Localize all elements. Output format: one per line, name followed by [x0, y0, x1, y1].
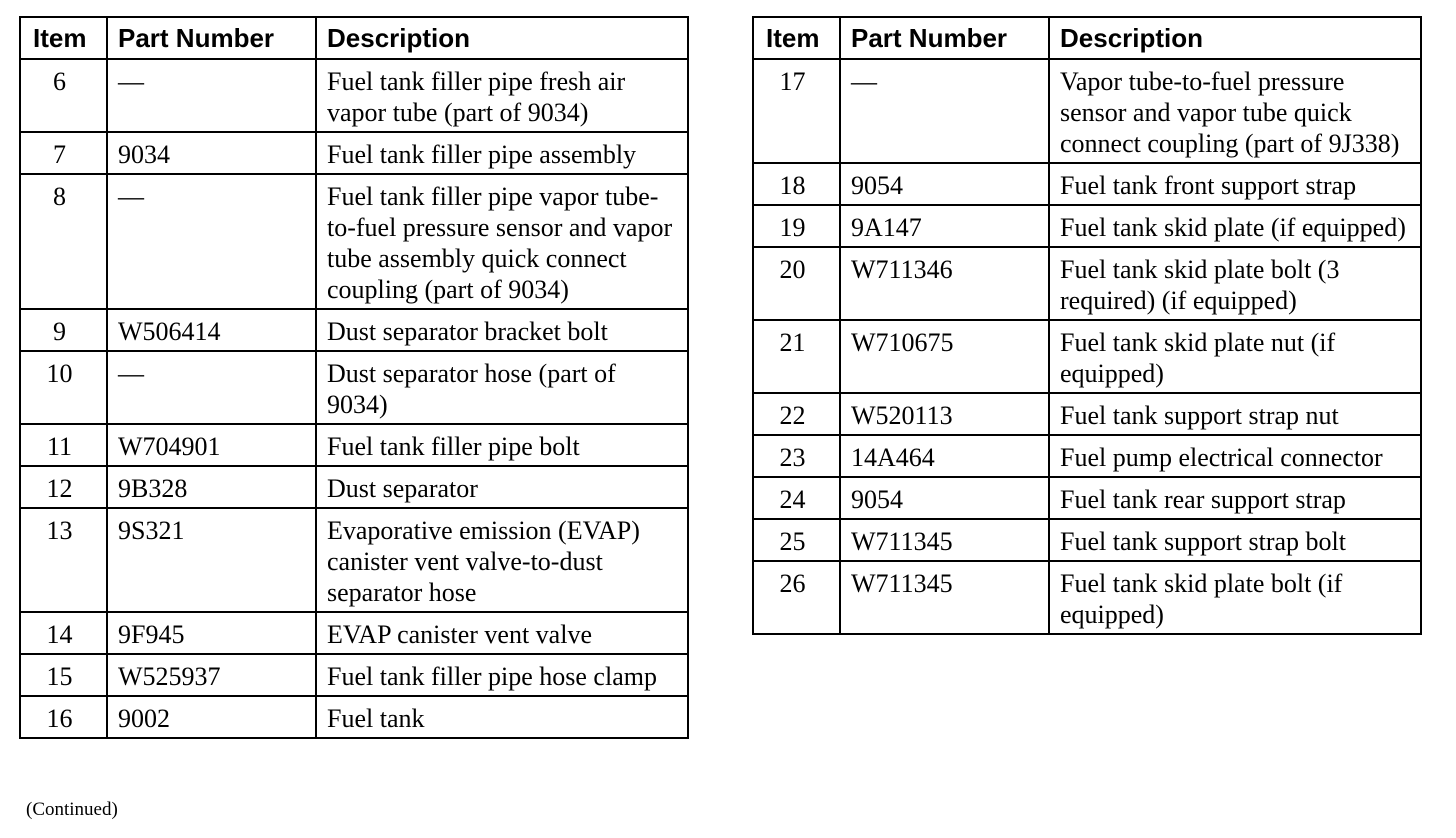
item-number-cell: 15 — [20, 654, 107, 696]
description-cell: Dust separator — [316, 466, 688, 508]
table-row — [753, 247, 1421, 320]
part-number-cell: W711345 — [840, 519, 1049, 561]
column-header-description: Description — [1049, 17, 1421, 59]
part-number-cell: — — [107, 351, 316, 424]
table-row — [20, 351, 688, 424]
description-cell: Dust separator hose (part of 9034) — [316, 351, 688, 424]
part-number-cell: W520113 — [840, 393, 1049, 435]
item-number-cell: 9 — [20, 309, 107, 351]
item-number-cell: 8 — [20, 174, 107, 309]
column-header-part-number: Part Number — [840, 17, 1049, 59]
item-number-cell: 10 — [20, 351, 107, 424]
part-number-cell: 9A147 — [840, 205, 1049, 247]
part-number-cell: W711345 — [840, 561, 1049, 634]
table-row — [20, 696, 688, 738]
description-cell: Vapor tube-to-fuel pressure sensor and vapor tube quick connect coupling (part of 9J338) — [1049, 59, 1421, 163]
table-header-row — [753, 17, 1421, 59]
description-cell: Dust separator bracket bolt — [316, 309, 688, 351]
part-number-cell: — — [107, 59, 316, 132]
part-number-cell: 9034 — [107, 132, 316, 174]
part-number-cell: 14A464 — [840, 435, 1049, 477]
table-row — [753, 477, 1421, 519]
table-row — [20, 612, 688, 654]
column-header-part-number: Part Number — [107, 17, 316, 59]
item-number-cell: 6 — [20, 59, 107, 132]
part-number-cell: W704901 — [107, 424, 316, 466]
item-number-cell: 16 — [20, 696, 107, 738]
item-number-cell: 25 — [753, 519, 840, 561]
column-header-description: Description — [316, 17, 688, 59]
table-row — [20, 132, 688, 174]
item-number-cell: 20 — [753, 247, 840, 320]
description-cell: Fuel tank rear support strap — [1049, 477, 1421, 519]
table-row — [20, 654, 688, 696]
table-row — [20, 309, 688, 351]
part-number-cell: 9054 — [840, 163, 1049, 205]
part-number-cell: 9054 — [840, 477, 1049, 519]
description-cell: Fuel tank filler pipe fresh air vapor tube (part of 9034) — [316, 59, 688, 132]
description-cell: Fuel pump electrical connector — [1049, 435, 1421, 477]
description-cell: Fuel tank skid plate bolt (if equipped) — [1049, 561, 1421, 634]
table-row — [20, 508, 688, 612]
table-row — [753, 163, 1421, 205]
description-cell: Fuel tank filler pipe bolt — [316, 424, 688, 466]
part-number-cell: W711346 — [840, 247, 1049, 320]
table-row — [753, 435, 1421, 477]
description-cell: Fuel tank filler pipe hose clamp — [316, 654, 688, 696]
part-number-cell: W710675 — [840, 320, 1049, 393]
column-header-item: Item — [20, 17, 107, 59]
part-number-cell: 9B328 — [107, 466, 316, 508]
part-number-cell: W506414 — [107, 309, 316, 351]
table-row — [753, 320, 1421, 393]
table-row — [20, 424, 688, 466]
item-number-cell: 11 — [20, 424, 107, 466]
item-number-cell: 7 — [20, 132, 107, 174]
description-cell: Evaporative emission (EVAP) canister vent valve-to-dust separator hose — [316, 508, 688, 612]
part-number-cell: — — [840, 59, 1049, 163]
item-number-cell: 22 — [753, 393, 840, 435]
description-cell: Fuel tank filler pipe vapor tube-to-fuel pressure sensor and vapor tube assembly quick connect coupling (part of 9034) — [316, 174, 688, 309]
description-cell: Fuel tank skid plate bolt (3 required) (if equipped) — [1049, 247, 1421, 320]
item-number-cell: 17 — [753, 59, 840, 163]
column-header-item: Item — [753, 17, 840, 59]
item-number-cell: 26 — [753, 561, 840, 634]
part-number-cell: W525937 — [107, 654, 316, 696]
description-cell: Fuel tank skid plate (if equipped) — [1049, 205, 1421, 247]
description-cell: Fuel tank support strap bolt — [1049, 519, 1421, 561]
description-cell: EVAP canister vent valve — [316, 612, 688, 654]
description-cell: Fuel tank skid plate nut (if equipped) — [1049, 320, 1421, 393]
part-number-cell: 9002 — [107, 696, 316, 738]
item-number-cell: 12 — [20, 466, 107, 508]
table-row — [753, 561, 1421, 634]
item-number-cell: 13 — [20, 508, 107, 612]
part-number-cell: — — [107, 174, 316, 309]
table-row — [20, 466, 688, 508]
description-cell: Fuel tank — [316, 696, 688, 738]
item-number-cell: 21 — [753, 320, 840, 393]
item-number-cell: 18 — [753, 163, 840, 205]
table-row — [753, 59, 1421, 163]
description-cell: Fuel tank support strap nut — [1049, 393, 1421, 435]
table-row — [753, 205, 1421, 247]
table-header-row — [20, 17, 688, 59]
part-number-cell: 9F945 — [107, 612, 316, 654]
table-row — [753, 393, 1421, 435]
parts-table-left — [19, 16, 689, 739]
part-number-cell: 9S321 — [107, 508, 316, 612]
item-number-cell: 14 — [20, 612, 107, 654]
description-cell: Fuel tank front support strap — [1049, 163, 1421, 205]
item-number-cell: 19 — [753, 205, 840, 247]
continued-note: (Continued) — [26, 799, 118, 820]
table-row — [20, 59, 688, 132]
item-number-cell: 24 — [753, 477, 840, 519]
table-row — [20, 174, 688, 309]
table-row — [753, 519, 1421, 561]
item-number-cell: 23 — [753, 435, 840, 477]
description-cell: Fuel tank filler pipe assembly — [316, 132, 688, 174]
parts-table-right — [752, 16, 1422, 635]
